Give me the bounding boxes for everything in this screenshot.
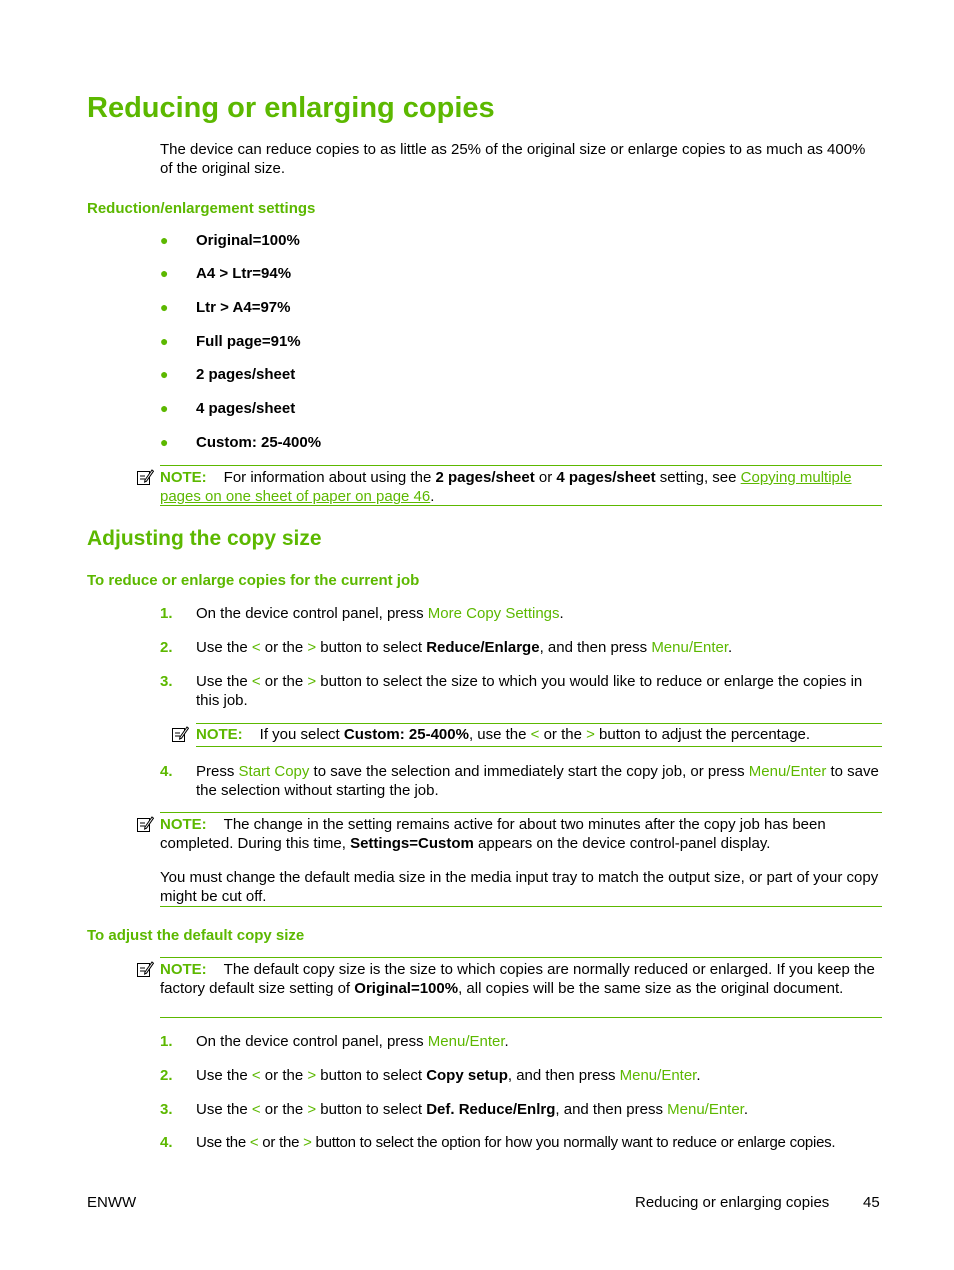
bullet-dot-icon: ● [160,333,169,349]
note-block [160,468,882,506]
list-item-text: Custom: 25-400% [196,434,322,451]
list-item-text: Full page=91% [196,333,301,350]
bullet-dot-icon: ● [160,434,169,450]
step-number: 2. [160,639,173,656]
step-number: 1. [160,605,173,622]
step-number: 4. [160,1134,173,1151]
step-text: Use the < or the > button to select Def. Reduce/Enlrg, and then press Menu/Enter. [196,1101,749,1118]
step-text: Use the < or the > button to select Copy setup, and then press Menu/Enter. [196,1067,701,1084]
step-text: On the device control panel, press More Copy Settings. [196,605,564,622]
step-text: Use the < or the > button to select the option for how you normally want to reduce or enlarge copies. [196,1134,836,1151]
note-top-rule [160,812,882,813]
note-text: setting, see [655,469,741,486]
current-job-heading: To reduce or enlarge copies for the current job [87,572,420,589]
list-item-text: Original=100% [196,232,300,249]
note-bottom-rule [160,505,882,506]
footer-left: ENWW [87,1194,137,1211]
step-number: 1. [160,1033,173,1050]
bullet-dot-icon: ● [160,366,169,382]
adjusting-copy-size-heading: Adjusting the copy size [87,527,322,550]
step-text: On the device control panel, press Menu/Enter. [196,1033,509,1050]
bullet-dot-icon: ● [160,232,169,248]
note-bottom-rule [196,746,882,747]
note-text: or [534,469,557,486]
note-paragraph: You must change the default media size in the media input tray to match the output size, or part of your copy might be cut off. [160,869,879,905]
bullet-dot-icon: ● [160,400,169,416]
list-item-text: 2 pages/sheet [196,366,296,383]
note-bottom-rule [160,906,882,907]
note-block: NOTE: The default copy size is the size to which copies are normally reduced or enlarged. If you keep the factory default size setting of Original=100%, all copies will be the same size as the original document. [160,961,875,997]
page-title: Reducing or enlarging copies [87,92,495,124]
copying-multiple-pages-link[interactable]: Copying multiple pages on one sheet of paper on page 46 [160,469,852,505]
note-pencil-icon [136,468,154,486]
list-item-text: Ltr > A4=97% [196,299,291,316]
note-top-rule [160,957,882,958]
note-block: NOTE: The change in the setting remains active for about two minutes after the copy job has been completed. During this time, Settings=Custom appears on the device control-panel display. [160,816,826,852]
list-item-text: A4 > Ltr=94% [196,265,292,282]
note-bold: 2 pages/sheet [435,469,535,486]
reduction-settings-heading: Reduction/enlargement settings [87,200,316,217]
step-number: 3. [160,1101,173,1118]
note-bold: 4 pages/sheet [556,469,656,486]
intro-paragraph: The device can reduce copies to as little as 25% of the original size or enlarge copies to as much as 400% of the original size. [160,141,866,177]
step-text: Press Start Copy to save the selection and immediately start the copy job, or press Menu/Enter to save the selection without starting the job. [196,763,879,799]
note-pencil-icon [171,725,189,743]
note-bottom-rule [160,1017,882,1018]
step-number: 2. [160,1067,173,1084]
list-item-text: 4 pages/sheet [196,400,296,417]
note-block: NOTE: If you select Custom: 25-400%, use the < or the > button to adjust the percentage. [196,726,811,743]
note-pencil-icon [136,815,154,833]
page-number: 45 [863,1194,880,1211]
note-label: NOTE: [160,961,207,978]
more-copy-settings-button-ref: More Copy Settings [427,605,560,622]
footer-section-title: Reducing or enlarging copies [635,1194,830,1211]
default-copy-size-heading: To adjust the default copy size [87,927,305,944]
note-text: . [430,488,435,505]
note-label: NOTE: [160,469,207,486]
note-label: NOTE: [160,816,207,833]
bullet-dot-icon: ● [160,265,169,281]
note-pencil-icon [136,960,154,978]
step-number: 3. [160,673,173,690]
step-text: Use the < or the > button to select Reduce/Enlarge, and then press Menu/Enter. [196,639,733,656]
note-top-rule [160,465,882,466]
step-text: Use the < or the > button to select the size to which you would like to reduce or enlarge the copies in this job. [196,673,863,709]
bullet-dot-icon: ● [160,299,169,315]
note-label: NOTE: [196,726,243,743]
note-top-rule [196,723,882,724]
note-text: For information about using the [223,469,436,486]
step-number: 4. [160,763,173,780]
